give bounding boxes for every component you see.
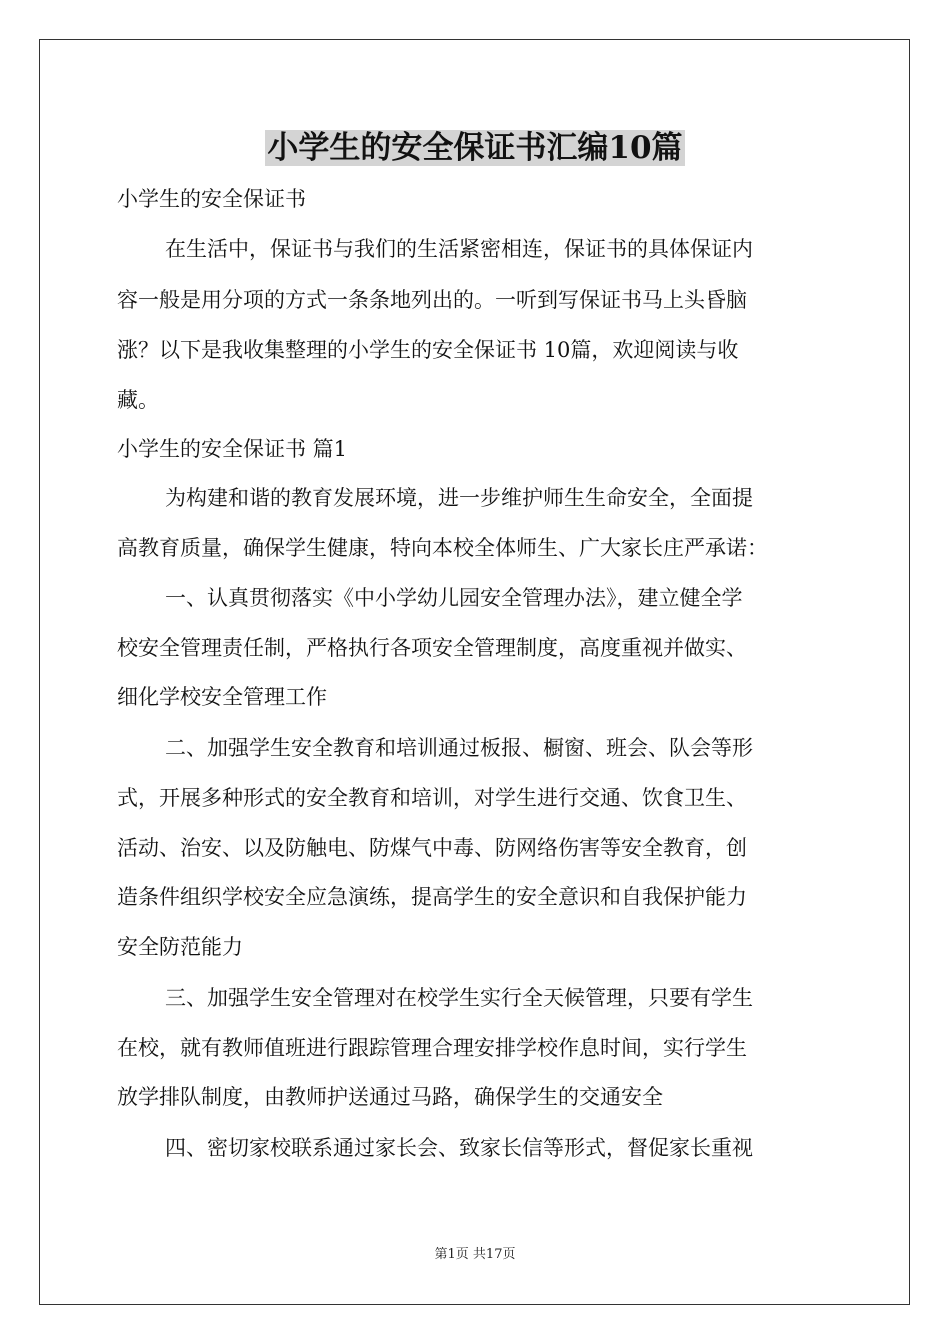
body-line: 四、密切家校联系通过家长会、致家长信等形式，督促家长重视 [165, 1136, 753, 1160]
body-line: 三、加强学生安全管理对在校学生实行全天候管理，只要有学生 [165, 986, 753, 1010]
document-title: 小学生的安全保证书汇编10篇 [267, 130, 683, 166]
intro-line: 藏。 [117, 388, 159, 412]
body-line: 二、加强学生安全教育和培训通过板报、橱窗、班会、队会等形 [165, 736, 753, 760]
intro-line: 在生活中，保证书与我们的生活紧密相连，保证书的具体保证内 [165, 237, 753, 261]
body-line: 式，开展多种形式的安全教育和培训，对学生进行交通、饮食卫生、 [117, 786, 747, 810]
intro-line: 容一般是用分项的方式一条条地列出的。一听到写保证书马上头昏脑 [117, 288, 747, 312]
body-line: 放学排队制度，由教师护送通过马路，确保学生的交通安全 [117, 1085, 663, 1109]
body-line: 校安全管理责任制，严格执行各项安全管理制度，高度重视并做实、 [117, 636, 747, 660]
body-line: 安全防范能力 [117, 935, 243, 959]
body-line: 活动、治安、以及防触电、防煤气中毒、防网络伤害等安全教育，创 [117, 836, 747, 860]
body-line: 一、认真贯彻落实《中小学幼儿园安全管理办法》，建立健全学 [165, 586, 743, 610]
body-line: 细化学校安全管理工作 [117, 685, 327, 709]
subtitle: 小学生的安全保证书 [117, 187, 306, 211]
body-line: 在校，就有教师值班进行跟踪管理合理安排学校作息时间，实行学生 [117, 1036, 747, 1060]
intro-line: 涨？以下是我收集整理的小学生的安全保证书 10篇，欢迎阅读与收 [117, 338, 739, 362]
body-line: 造条件组织学校安全应急演练，提高学生的安全意识和自我保护能力 [117, 885, 747, 909]
body-line: 为构建和谐的教育发展环境，进一步维护师生生命安全，全面提 [165, 486, 753, 510]
section-heading: 小学生的安全保证书 篇1 [117, 437, 348, 461]
body-line: 高教育质量，确保学生健康，特向本校全体师生、广大家长庄严承诺： [117, 536, 768, 560]
page-border [39, 39, 910, 1305]
page-number: 第1页 共17页 [434, 1247, 516, 1262]
